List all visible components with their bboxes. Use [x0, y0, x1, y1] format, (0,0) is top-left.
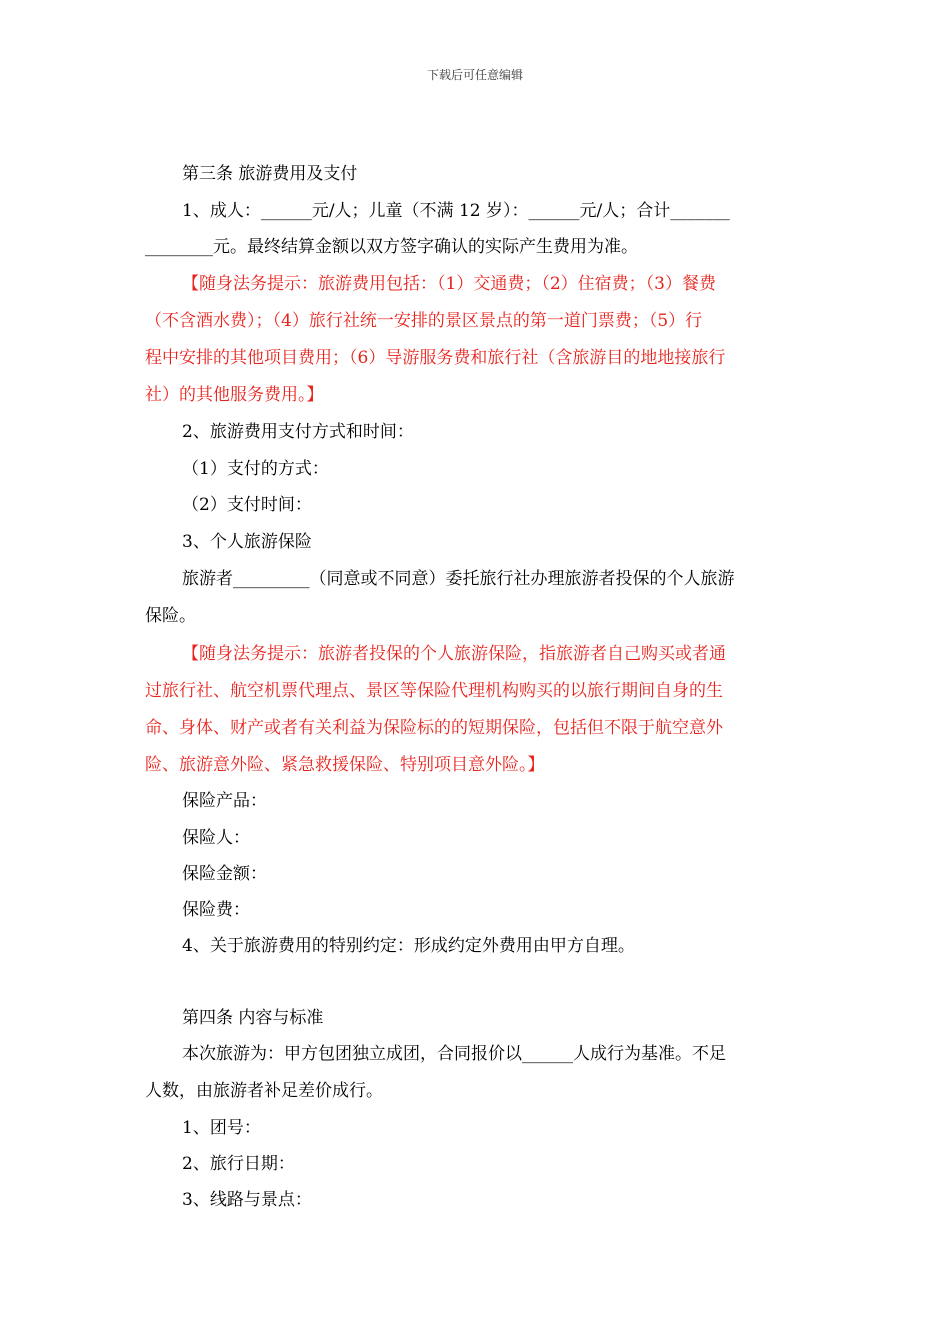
- paragraph-line: 2、旅游费用支付方式和时间：: [182, 422, 414, 442]
- paragraph-line: 1、成人：______元/人；儿童（不满 12 岁）：______元/人；合计_______: [182, 201, 730, 221]
- paragraph-line: 保险。: [145, 606, 196, 626]
- paragraph-line: 保险费：: [182, 900, 250, 920]
- legal-tip-line: 社）的其他服务费用。】: [145, 385, 324, 405]
- paragraph-line: 本次旅游为：甲方包团独立成团，合同报价以______人成行为基准。不足: [182, 1044, 726, 1064]
- legal-tip-line: 过旅行社、航空机票代理点、景区等保险代理机构购买的以旅行期间自身的生: [145, 681, 723, 701]
- paragraph-line: 4、关于旅游费用的特别约定：形成约定外费用由甲方自理。: [182, 936, 635, 956]
- legal-tip-line: （不含酒水费）；（4）旅行社统一安排的景区景点的第一道门票费；（5）行: [145, 311, 703, 331]
- legal-tip-line: 程中安排的其他项目费用；（6）导游服务费和旅行社（含旅游目的地地接旅行: [145, 348, 726, 368]
- paragraph-line: 3、线路与景点：: [182, 1190, 312, 1210]
- legal-tip-line: 命、身体、财产或者有关利益为保险标的的短期保险，包括但不限于航空意外: [145, 718, 723, 738]
- legal-tip-line: 险、旅游意外险、紧急救援保险、特别项目意外险。】: [145, 755, 545, 775]
- paragraph-line: 1、团号：: [182, 1118, 261, 1138]
- paragraph-line: 3、个人旅游保险: [182, 532, 312, 552]
- paragraph-line: （2）支付时间：: [182, 495, 312, 515]
- legal-tip-line: 【随身法务提示：旅游者投保的个人旅游保险，指旅游者自己购买或者通: [182, 644, 726, 664]
- paragraph-line: 保险产品：: [182, 791, 267, 811]
- legal-tip-line: 【随身法务提示：旅游费用包括：（1）交通费；（2）住宿费；（3）餐费: [182, 274, 716, 294]
- paragraph-line: 2、旅行日期：: [182, 1154, 295, 1174]
- section-4-title: 第四条 内容与标准: [182, 1008, 324, 1028]
- paragraph-line: 旅游者_________（同意或不同意）委托旅行社办理旅游者投保的个人旅游: [182, 569, 735, 589]
- paragraph-line: ________元。最终结算金额以双方签字确认的实际产生费用为准。: [145, 237, 638, 257]
- page-header: 下载后可任意编辑: [426, 68, 523, 82]
- section-3-title: 第三条 旅游费用及支付: [182, 164, 358, 184]
- paragraph-line: （1）支付的方式：: [182, 459, 329, 479]
- paragraph-line: 人数，由旅游者补足差价成行。: [145, 1081, 383, 1101]
- paragraph-line: 保险人：: [182, 828, 250, 848]
- paragraph-line: 保险金额：: [182, 864, 267, 884]
